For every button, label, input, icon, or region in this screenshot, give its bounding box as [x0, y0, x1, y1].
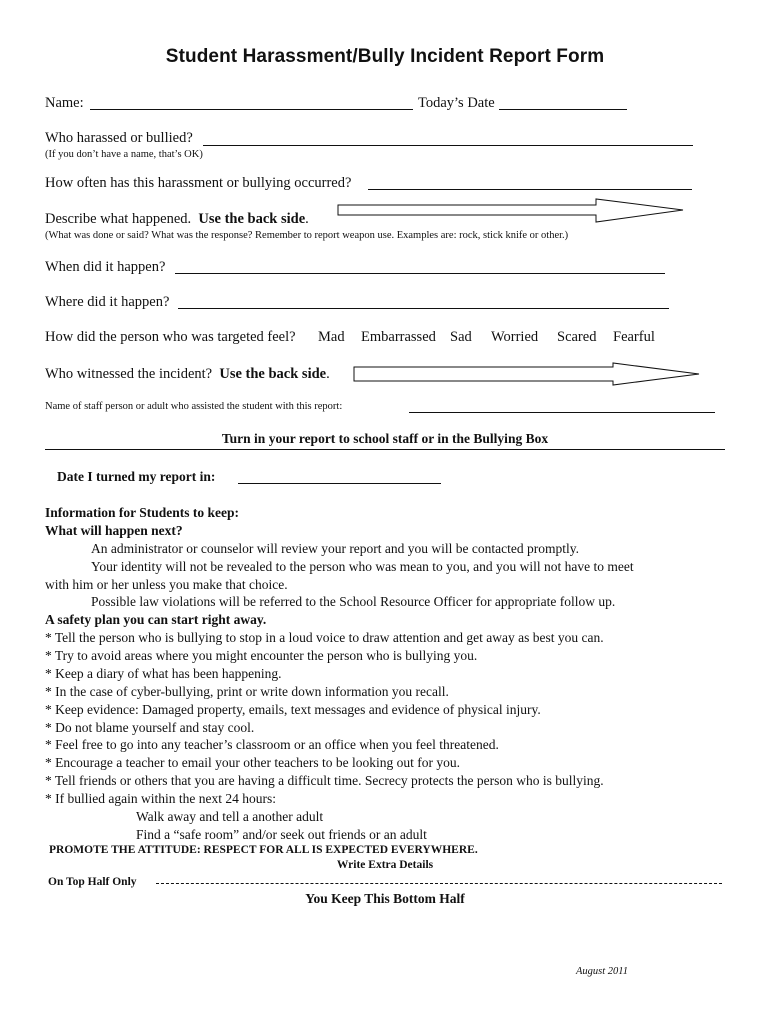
describe-back-side: Use the back side: [198, 211, 306, 227]
todays-date-field-line[interactable]: [499, 109, 627, 110]
safety-bullet: * If bullied again within the next 24 hours:: [45, 791, 276, 806]
write-extra-details: Write Extra Details: [336, 859, 434, 871]
info-heading: Information for Students to keep:: [45, 505, 240, 520]
when-label: When did it happen?: [45, 259, 166, 275]
witness-arrow-icon: [353, 362, 703, 388]
safety-bullet: * Tell friends or others that you are having a difficult time. Secrecy protects the person who is bullying.: [45, 773, 604, 788]
info-paragraph-2b: with him or her unless you make that choice.: [45, 577, 288, 592]
feeling-fearful[interactable]: Fearful: [613, 329, 655, 345]
safety-bullet: * Do not blame yourself and stay cool.: [45, 720, 255, 735]
describe-note: (What was done or said? What was the response? Remember to report weapon use. Examples are: rock, stick knife or other.): [45, 230, 569, 241]
info-paragraph-3: Possible law violations will be referred to the School Resource Officer for appropriate follow up.: [91, 594, 616, 609]
date-turned-in-field-line[interactable]: [238, 483, 441, 484]
feeling-worried[interactable]: Worried: [491, 329, 539, 345]
what-next-heading: What will happen next?: [45, 523, 183, 538]
staff-field-line[interactable]: [409, 412, 715, 413]
safety-bullet: * Encourage a teacher to email your other teachers to be looking out for you.: [45, 755, 460, 770]
form-title: Student Harassment/Bully Incident Report Form: [165, 46, 605, 67]
how-often-field-line[interactable]: [368, 189, 692, 190]
info-paragraph-1: An administrator or counselor will review your report and you will be contacted promptly.: [91, 541, 579, 556]
feeling-sad[interactable]: Sad: [450, 329, 472, 345]
feeling-embarrassed[interactable]: Embarrassed: [361, 329, 436, 345]
safety-bullet: * Tell the person who is bullying to stop in a loud voice to draw attention and get away as best you can.: [45, 630, 604, 645]
safety-plan-heading: A safety plan you can start right away.: [45, 612, 267, 627]
safety-sub-item: Walk away and tell a another adult: [136, 809, 324, 824]
safety-sub-item: Find a “safe room” and/or seek out friends or an adult: [136, 827, 427, 842]
top-half-label: On Top Half Only: [48, 876, 137, 888]
feeling-mad[interactable]: Mad: [318, 329, 345, 345]
safety-bullet: * Try to avoid areas where you might encounter the person who is bullying you.: [45, 648, 478, 663]
where-field-line[interactable]: [178, 308, 669, 309]
how-often-label: How often has this harassment or bullying occurred?: [45, 175, 352, 191]
todays-date-label: Today’s Date: [418, 95, 495, 111]
turn-in-instruction: Turn in your report to school staff or in the Bullying Box: [221, 431, 549, 446]
witness-label-text: Who witnessed the incident?: [45, 366, 213, 382]
name-field-line[interactable]: [90, 109, 413, 110]
section-divider: [45, 449, 725, 450]
where-label: Where did it happen?: [45, 294, 170, 310]
feel-label: How did the person who was targeted feel?: [45, 329, 296, 345]
feeling-scared[interactable]: Scared: [557, 329, 597, 345]
safety-bullet: * Keep a diary of what has been happening.: [45, 666, 282, 681]
cut-line: [156, 883, 722, 884]
footer-date: August 2011: [576, 966, 629, 977]
witness-label: Who witnessed the incident? Use the back side.: [45, 366, 330, 382]
witness-back-side: Use the back side: [219, 366, 327, 382]
who-harassed-field-line[interactable]: [203, 145, 693, 146]
who-harassed-note: (If you don’t have a name, that’s OK): [45, 149, 203, 160]
staff-label: Name of staff person or adult who assisted the student with this report:: [45, 401, 343, 412]
keep-bottom-half: You Keep This Bottom Half: [305, 891, 465, 906]
safety-bullet: * Keep evidence: Damaged property, emails, text messages and evidence of physical injury.: [45, 702, 541, 717]
promote-attitude: PROMOTE THE ATTITUDE: RESPECT FOR ALL IS EXPECTED EVERYWHERE.: [49, 844, 478, 856]
name-label: Name:: [45, 95, 84, 111]
who-harassed-label: Who harassed or bullied?: [45, 130, 193, 146]
safety-bullet: * In the case of cyber-bullying, print or write down information you recall.: [45, 684, 449, 699]
safety-bullet: * Feel free to go into any teacher’s classroom or an office when you feel threatened.: [45, 737, 499, 752]
when-field-line[interactable]: [175, 273, 665, 274]
date-turned-in-label: Date I turned my report in:: [57, 469, 216, 484]
describe-label-text: Describe what happened.: [45, 211, 192, 227]
describe-arrow-icon: [337, 198, 687, 224]
info-paragraph-2a: Your identity will not be revealed to the person who was mean to you, and you will not have to meet: [91, 559, 634, 574]
describe-label: Describe what happened. Use the back side.: [45, 211, 309, 227]
